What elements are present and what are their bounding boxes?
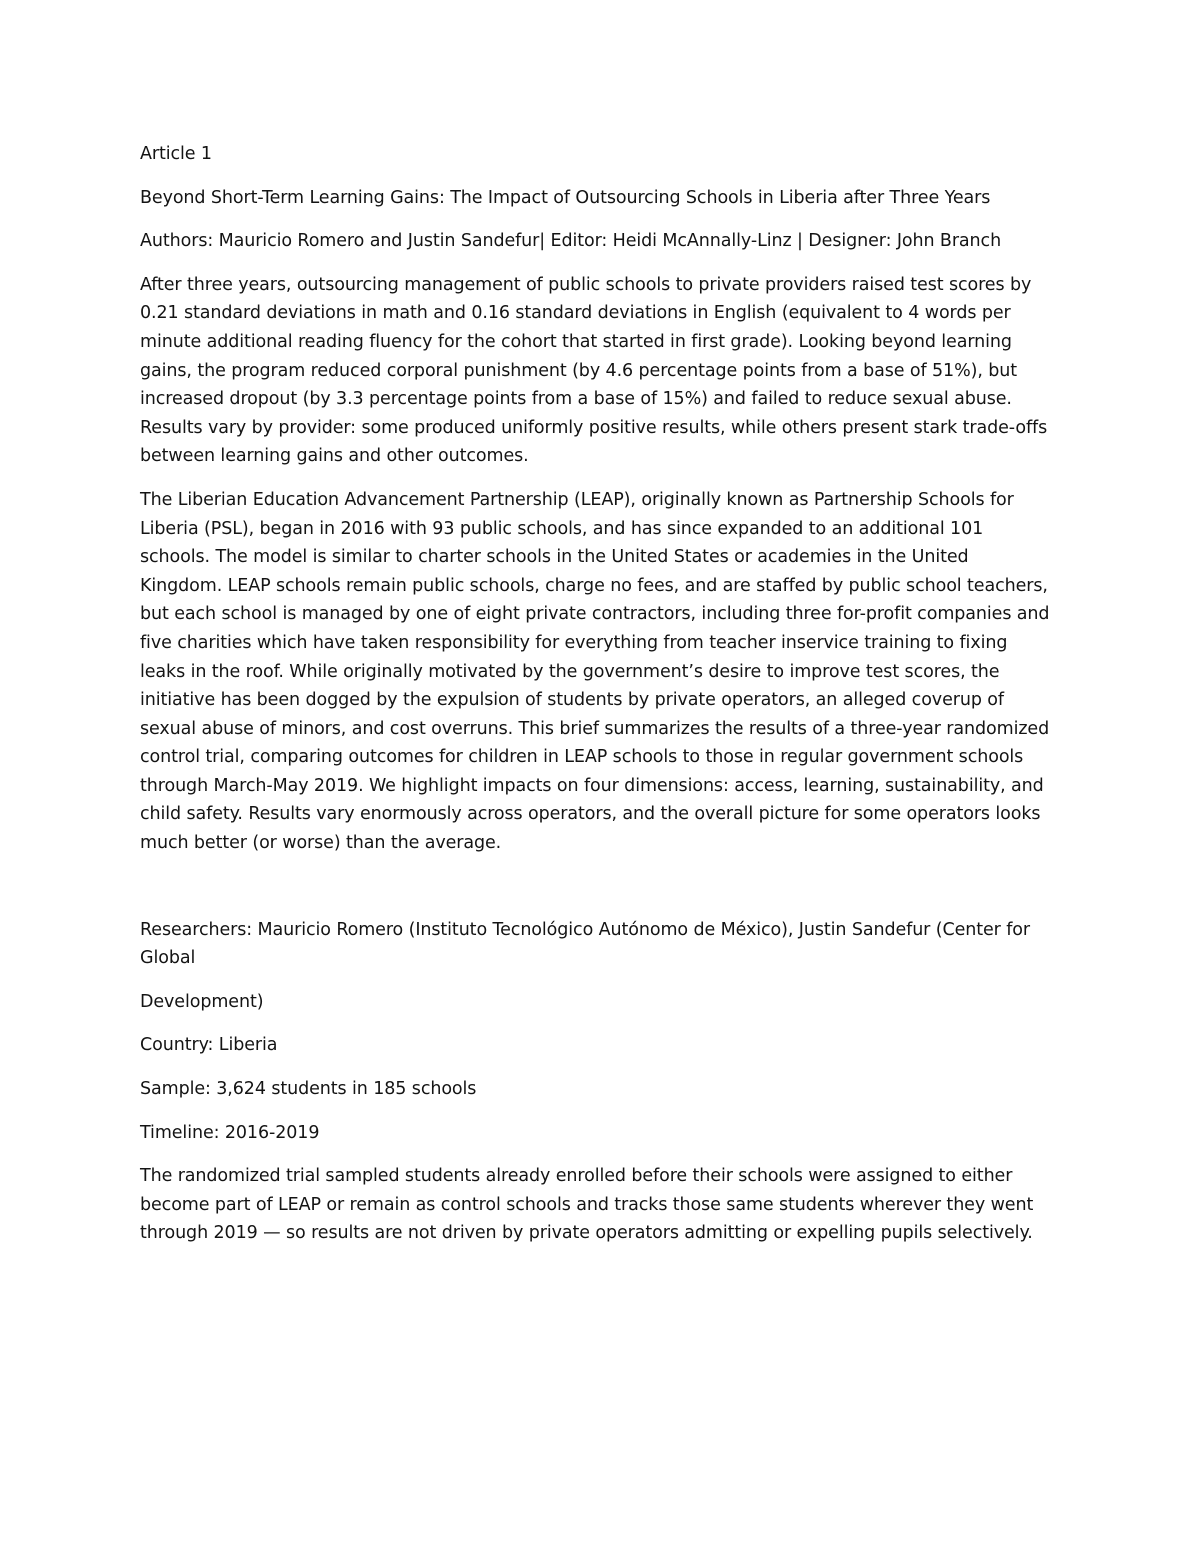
document-body — [140, 140, 1055, 1263]
article-credits: Authors: Mauricio Romero and Justin Sandefur| Editor: Heidi McAnnally-Linz | Designer: John Branch — [140, 231, 1002, 252]
country-line: Country: Liberia — [140, 1035, 278, 1056]
background-paragraph: The Liberian Education Advancement Partnership (LEAP), originally known as Partnership Schools for Liberia (PSL), began in 2016 with 93 public schools, and has since expanded to an additional 101 schools. The model is similar to charter schools in the United States or academies in the United Kingdom. LEAP schools remain public schools, charge no fees, and are staffed by public school teachers, but each school is managed by one of eight private contractors, including three for-profit companies and five charities which have taken responsibility for everything from teacher inservice training to fixing leaks in the roof. While originally motivated by the government’s desire to improve test scores, the initiative has been dogged by the expulsion of students by private operators, an alleged coverup of sexual abuse of minors, and cost overruns. This brief summarizes the results of a three-year randomized control trial, comparing outcomes for children in LEAP schools to those in regular government schools through March-May 2019. We highlight impacts on four dimensions: access, learning, sustainability, and child safety. Results vary enormously across operators, and the overall picture for some operators looks much better (or worse) than the average. — [140, 489, 1050, 854]
section-spacer — [140, 873, 1055, 916]
timeline-line: Timeline: 2016-2019 — [140, 1122, 320, 1143]
summary-paragraph: After three years, outsourcing management of public schools to private providers raised test scores by 0.21 standard deviations in math and 0.16 standard deviations in English (equivalent to 4 words per minute additional reading fluency for the cohort that started in first grade). Looking beyond learning gains, the program reduced corporal punishment (by 4.6 percentage points from a base of 51%), but increased dropout (by 3.3 percentage points from a base of 15%) and failed to reduce sexual abuse. Results vary by provider: some produced uniformly positive results, while others present stark trade-offs between learning gains and other outcomes. — [140, 274, 1048, 467]
researchers-line: Researchers: Mauricio Romero (Instituto Tecnológico Autónomo de México), Justin Sandefur (Center for Global — [140, 919, 1030, 969]
researchers-line-continued: Development) — [140, 991, 264, 1012]
article-label: Article 1 — [140, 144, 212, 164]
sample-line: Sample: 3,624 students in 185 schools — [140, 1079, 477, 1100]
article-title: Beyond Short-Term Learning Gains: The Impact of Outsourcing Schools in Liberia after Three Years — [140, 187, 991, 208]
method-paragraph: The randomized trial sampled students already enrolled before their schools were assigned to either become part of LEAP or remain as control schools and tracks those same students wherever they went through 2019 — so results are not driven by private operators admitting or expelling pupils selectively. — [140, 1166, 1034, 1244]
